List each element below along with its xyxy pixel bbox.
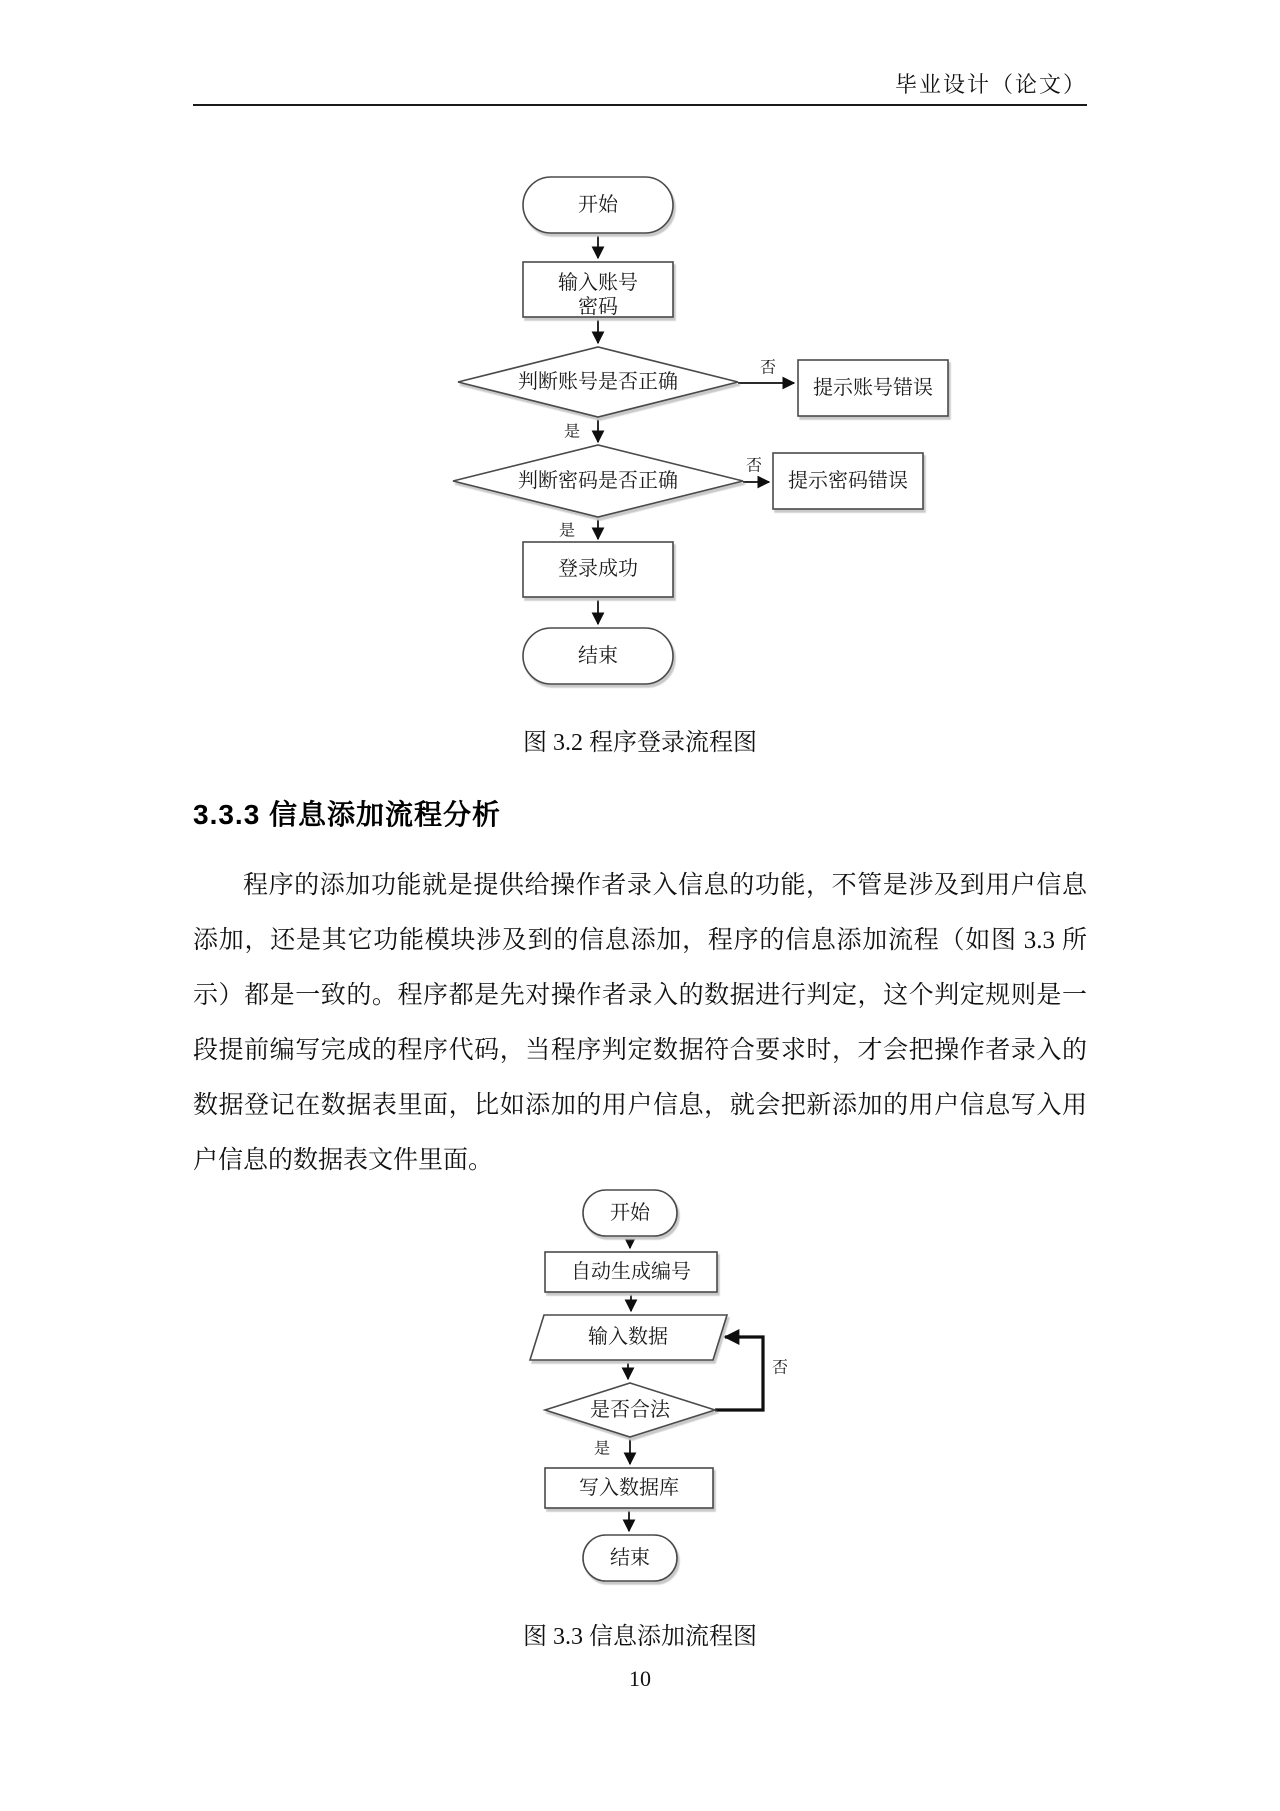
node-end: [583, 1535, 677, 1581]
check-password-label: 判断密码是否正确: [518, 470, 678, 492]
branch-yes-password: 是: [558, 522, 576, 540]
node-is-valid: [545, 1383, 715, 1437]
login-flowchart: [400, 150, 980, 700]
node-auto-number: [545, 1252, 717, 1292]
branch-no-account: 否: [759, 359, 777, 377]
branch-yes-valid: 是: [593, 1440, 611, 1458]
login-success-label: 登录成功: [558, 558, 638, 580]
branch-no-password: 否: [745, 457, 763, 475]
node-start: [523, 177, 673, 233]
node-end: [523, 628, 673, 684]
node-start: [583, 1190, 677, 1236]
node-input-data: [530, 1315, 727, 1360]
end-label: 结束: [578, 645, 618, 667]
node-write-db: [545, 1468, 713, 1508]
input-account-line2: 密码: [578, 296, 618, 318]
node-password-error: [773, 453, 923, 509]
figure-3-2-caption: 图 3.2 程序登录流程图: [523, 730, 757, 756]
node-input-account: [523, 262, 673, 318]
node-check-account: [458, 347, 738, 417]
write-db-label: 写入数据库: [579, 1477, 679, 1499]
section-heading: 3.3.3 信息添加流程分析: [193, 799, 502, 830]
password-error-label: 提示密码错误: [788, 470, 908, 492]
node-account-error: [798, 360, 948, 416]
body-paragraph: 程序的添加功能就是提供给操作者录入信息的功能，不管是涉及到用户信息添加，还是其它功能模块涉及到的信息添加，程序的信息添加流程（如图 3.3 所示）都是一致的。程序都是先对操作者录入的数据进行判定，这个判定规则是一段提前编写完成的程序代码，当程序判定数据符合要求时，才会把操作者录入的数据登记在数据表里面，比如添加的用户信息，就会把新添加的用户信息写入用户信息的数据表文件里面。: [193, 872, 1087, 1174]
loop-no-back-to-input: [715, 1337, 763, 1410]
page-header-title: 毕业设计（论文）: [894, 72, 1087, 97]
account-error-label: 提示账号错误: [813, 377, 933, 399]
start-label: 开始: [610, 1202, 650, 1224]
auto-number-label: 自动生成编号: [571, 1261, 691, 1283]
input-account-line1: 输入账号: [558, 272, 638, 294]
check-account-label: 判断账号是否正确: [518, 371, 678, 393]
start-label: 开始: [578, 194, 618, 216]
branch-no-valid: 否: [771, 1359, 789, 1377]
header-divider: [193, 104, 1087, 106]
node-login-success: [523, 542, 673, 597]
is-valid-label: 是否合法: [590, 1399, 670, 1421]
node-check-password: [453, 445, 743, 517]
figure-3-3-caption: 图 3.3 信息添加流程图: [523, 1624, 757, 1650]
end-label: 结束: [610, 1547, 650, 1569]
input-data-label: 输入数据: [588, 1326, 668, 1348]
branch-yes-account: 是: [563, 423, 581, 441]
page-number: 10: [629, 1666, 651, 1691]
add-info-flowchart: [480, 1185, 820, 1595]
